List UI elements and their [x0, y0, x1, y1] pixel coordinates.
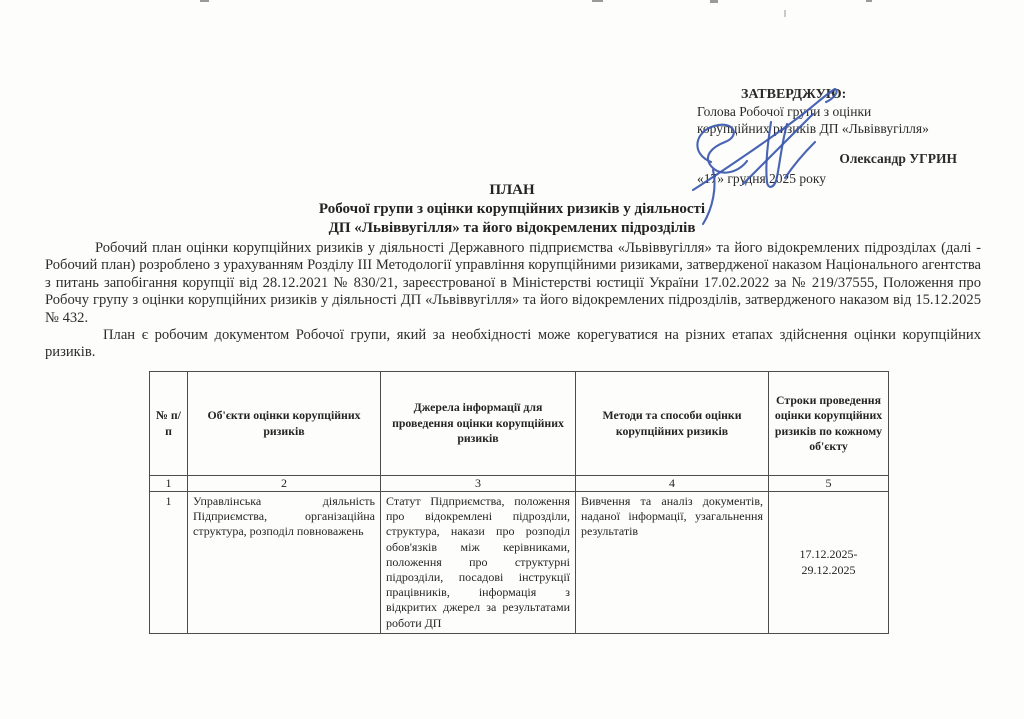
row-object-cell: Управлінська діяльність Підприємства, організаційна структура, розподіл повноважень — [188, 492, 381, 634]
row-number-cell: 1 — [150, 492, 188, 634]
paragraph-2: План є робочим документом Робочої групи, який за необхідності може корегуватися на різних етапах здійснення оцінки корупційних ризиків. — [45, 327, 981, 361]
row-methods-cell: Вивчення та аналіз документів, наданої інформації, узагальнення результатів — [576, 492, 769, 634]
title-line2: Робочої групи з оцінки корупційних ризиків у діяльності — [318, 201, 706, 217]
row-sources-cell: Статут Підприємства, положення про відокремлені підрозділи, структура, накази про розподіл обов'язків між керівниками, положення про структурні підрозділи, посадові інструкції працівників, інформація з відкритих джерел за результатами роботи ДП — [381, 492, 576, 634]
approver-title-line1: Голова Робочої групи з оцінки — [697, 104, 872, 119]
approval-block — [697, 86, 959, 187]
header-methods: Методи та способи оцінки корупційних ризиків — [576, 372, 769, 476]
approver-title-line2: корупційних ризиків ДП «Львіввугілля» — [697, 121, 929, 136]
document-body — [45, 240, 981, 362]
scan-artifact — [710, 0, 718, 3]
row-dates-cell: 17.12.2025- 29.12.2025 — [769, 492, 889, 634]
header-sources: Джерела інформації для проведення оцінки корупційних ризиків — [381, 372, 576, 476]
title-line1: ПЛАН — [489, 182, 535, 198]
scan-artifact — [784, 10, 786, 17]
column-number-row — [150, 476, 889, 492]
header-number: № п/п — [150, 372, 188, 476]
table-row — [150, 492, 889, 634]
scan-artifact — [200, 0, 209, 2]
approval-date: «17» грудня 2025 року — [697, 171, 827, 186]
scan-artifact — [592, 0, 603, 2]
paragraph-1: Робочий план оцінки корупційних ризиків у діяльності Державного підприємства «Львіввугілля» та його відокремлених підрозділах (далі - Робочий план) розроблено з урахуванням Розділу III Методології управління корупційними ризиками, затвердженої наказом Національного агентства з питань запобігання корупції від 28.12.2021 № 830/21, зареєстрованої в Міністерстві юстиції України 17.02.2022 за № 219/37555, Положення про Робочу групу з оцінки корупційних ризиків у діяльності ДП «Львіввугілля» та його відокремлених підрозділів, затвердженого наказом від 15.12.2025 № 432. — [45, 240, 981, 326]
column-number-4: 4 — [576, 476, 769, 492]
column-number-5: 5 — [769, 476, 889, 492]
column-number-3: 3 — [381, 476, 576, 492]
approver-name: Олександр УГРИН — [839, 151, 957, 166]
column-number-1: 1 — [150, 476, 188, 492]
header-objects: Об'єкти оцінки корупційних ризиків — [188, 372, 381, 476]
scan-artifact — [866, 0, 872, 2]
header-terms: Строки проведення оцінки корупційних ризиків по кожному об'єкту — [769, 372, 889, 476]
approve-label: ЗАТВЕРДЖУЮ: — [741, 87, 847, 102]
document-title — [0, 181, 1024, 238]
plan-table — [149, 371, 889, 634]
table-header-row — [150, 372, 889, 476]
title-line3: ДП «Львіввугілля» та його відокремлених підрозділів — [328, 220, 696, 236]
column-number-2: 2 — [188, 476, 381, 492]
